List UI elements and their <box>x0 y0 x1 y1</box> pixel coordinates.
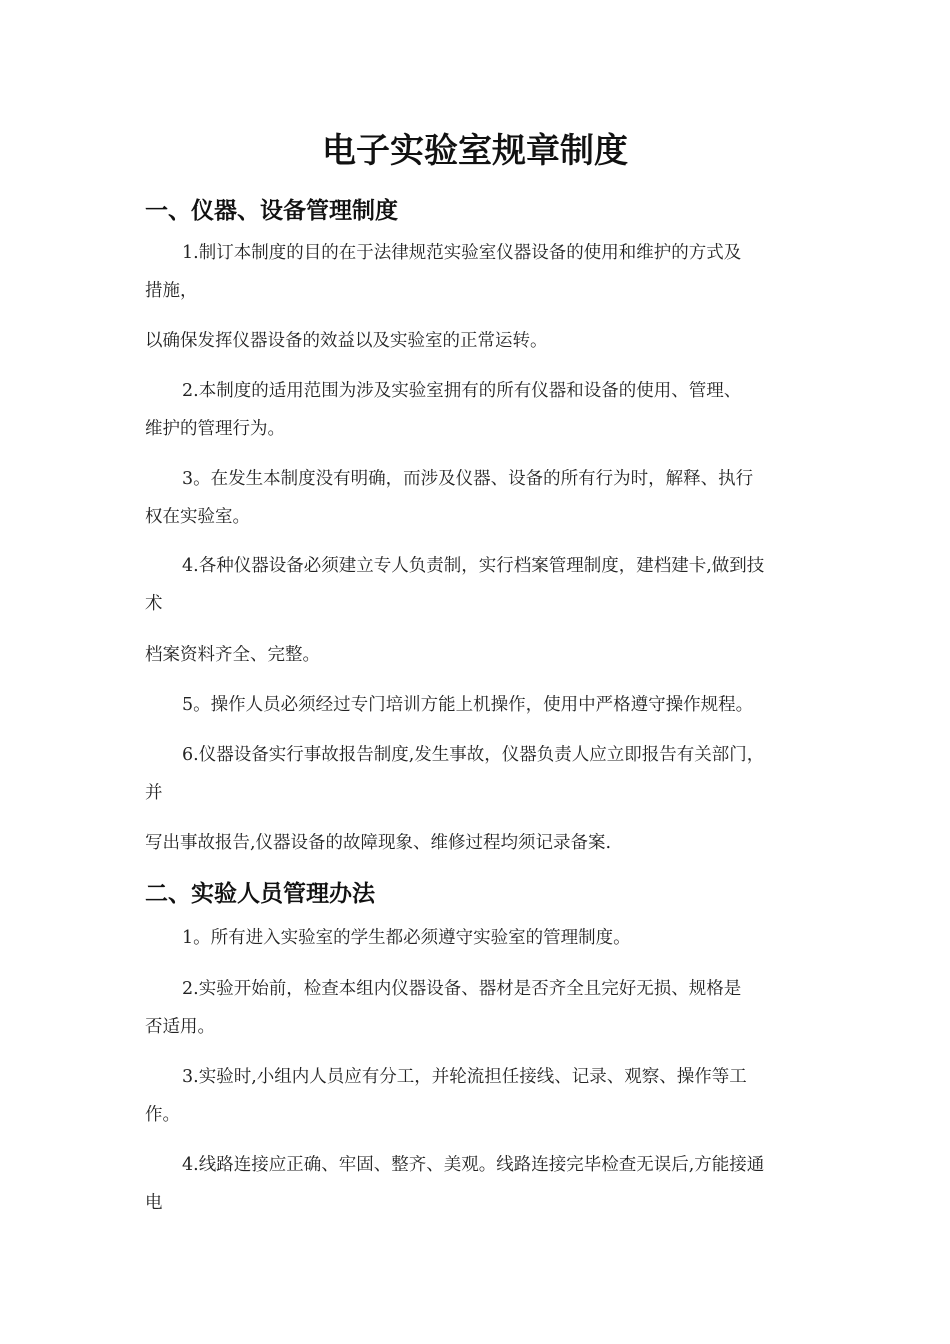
paragraph-line: 1。所有进入实验室的学生都必须遵守实验室的管理制度。 <box>182 928 631 948</box>
paragraph-line: 术 <box>145 594 163 614</box>
paragraph-line: 2.本制度的适用范围为涉及实验室拥有的所有仪器和设备的使用、管理、 <box>182 381 742 401</box>
paragraph-line: 3。在发生本制度没有明确，而涉及仪器、设备的所有行为时，解释、执行 <box>182 469 754 489</box>
document-title: 电子实验室规章制度 <box>322 131 628 171</box>
paragraph-line: 2.实验开始前，检查本组内仪器设备、器材是否齐全且完好无损、规格是 <box>182 979 742 999</box>
paragraph-line: 以确保发挥仪器设备的效益以及实验室的正常运转。 <box>145 331 548 351</box>
paragraph-line: 否适用。 <box>145 1017 215 1037</box>
paragraph-line: 5。操作人员必须经过专门培训方能上机操作，使用中严格遵守操作规程。 <box>182 695 754 715</box>
paragraph-line: 1.制订本制度的目的在于法律规范实验室仪器设备的使用和维护的方式及 <box>182 243 742 263</box>
paragraph-line: 权在实验室。 <box>145 507 250 527</box>
paragraph-line: 电 <box>145 1193 163 1213</box>
paragraph-line: 6.仪器设备实行事故报告制度,发生事故，仪器负责人应立即报告有关部门， <box>182 745 765 765</box>
paragraph-line: 4.线路连接应正确、牢固、整齐、美观。线路连接完毕检查无误后,方能接通 <box>182 1155 765 1175</box>
paragraph-line: 措施， <box>145 281 198 301</box>
section-heading-equipment: 一、仪器、设备管理制度 <box>145 198 398 224</box>
paragraph-line: 4.各种仪器设备必须建立专人负责制，实行档案管理制度，建档建卡,做到技 <box>182 556 765 576</box>
paragraph-line: 写出事故报告,仪器设备的故障现象、维修过程均须记录备案. <box>145 833 612 853</box>
paragraph-line: 并 <box>145 783 163 803</box>
paragraph-line: 3.实验时,小组内人员应有分工，并轮流担任接线、记录、观察、操作等工 <box>182 1067 747 1087</box>
paragraph-line: 档案资料齐全、完整。 <box>145 645 320 665</box>
paragraph-line: 作。 <box>145 1105 180 1125</box>
paragraph-line: 维护的管理行为。 <box>145 419 285 439</box>
section-heading-personnel: 二、实验人员管理办法 <box>145 881 375 907</box>
